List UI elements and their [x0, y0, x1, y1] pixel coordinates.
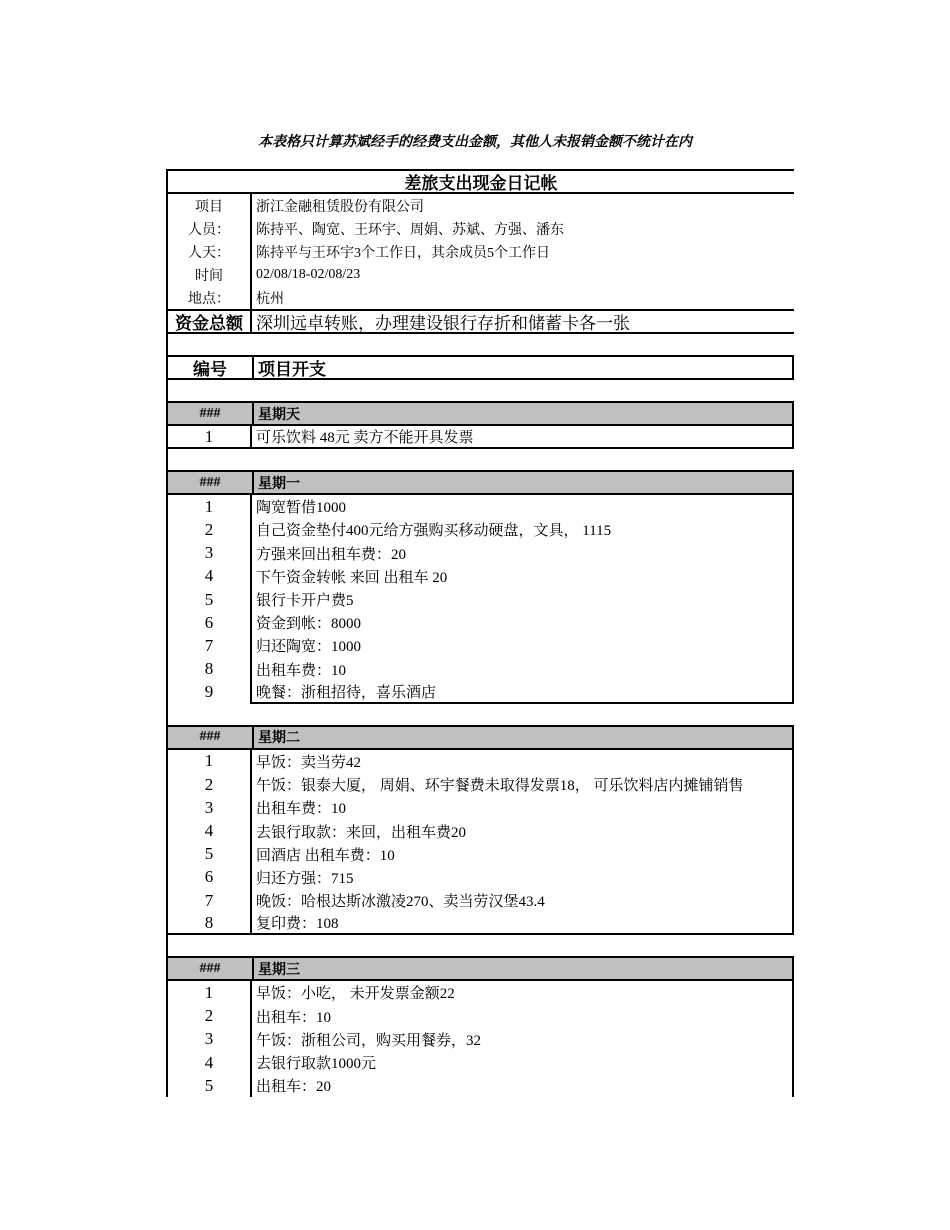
- list-item: [166, 843, 794, 866]
- day-number: ###: [199, 960, 221, 976]
- item-number: 7: [166, 889, 250, 912]
- day-header-wednesday: [166, 956, 794, 981]
- item-text: 早饭：小吃， 未开发票金额22: [250, 981, 794, 1004]
- list-item: [166, 611, 794, 634]
- list-item: [166, 796, 794, 819]
- list-item: [166, 1051, 794, 1074]
- list-item: [166, 1028, 794, 1051]
- item-text: 出租车费：10: [250, 796, 794, 819]
- item-number: 3: [166, 1028, 250, 1051]
- item-number: 8: [166, 912, 250, 933]
- item-text: 可乐饮料 48元 卖方不能开具发票: [250, 426, 794, 447]
- list-item: [166, 588, 794, 611]
- item-number: 6: [166, 611, 250, 634]
- item-text: 出租车：20: [250, 1074, 794, 1097]
- item-text: 午饭：浙租公司，购买用餐券，32: [250, 1028, 794, 1051]
- item-number: 4: [166, 819, 250, 842]
- list-item: [166, 1074, 794, 1097]
- info-value: 杭州: [250, 286, 794, 309]
- list-item: [166, 542, 794, 565]
- fund-row: [166, 309, 794, 334]
- info-label: 人员：: [166, 217, 250, 240]
- day-number: ###: [199, 405, 221, 421]
- list-item: [166, 912, 794, 935]
- list-item: [166, 565, 794, 588]
- list-item: [166, 866, 794, 889]
- info-label: 地点：: [166, 286, 250, 309]
- item-number: 6: [166, 866, 250, 889]
- item-number: 2: [166, 1005, 250, 1028]
- item-number: 5: [166, 588, 250, 611]
- day-header-sunday: [166, 401, 794, 426]
- header-expense: 项目开支: [252, 357, 792, 378]
- item-text: 下午资金转帐 来回 出租车 20: [250, 565, 794, 588]
- day-number: ###: [199, 729, 221, 745]
- info-row-place: [166, 286, 794, 309]
- item-text: 晚饭：哈根达斯冰激凌270、卖当劳汉堡43.4: [250, 889, 794, 912]
- item-text: 自己资金垫付400元给方强购买移动硬盘，文具， 1115: [250, 518, 794, 541]
- list-item: [166, 681, 794, 704]
- journal-title: 差旅支出现金日记帐: [166, 169, 794, 194]
- item-text: 陶宽暂借1000: [250, 495, 794, 518]
- item-number: 1: [166, 495, 250, 518]
- item-text: 方强来回出租车费：20: [250, 542, 794, 565]
- day-name: 星期二: [252, 727, 792, 748]
- day-name: 星期三: [252, 958, 792, 979]
- item-number: 2: [166, 518, 250, 541]
- info-value: 陈持平与王环宇3个工作日，其余成员5个工作日: [250, 240, 794, 263]
- item-number: 3: [166, 542, 250, 565]
- item-text: 回酒店 出租车费：10: [250, 843, 794, 866]
- item-number: 4: [166, 565, 250, 588]
- spacer-row: [166, 380, 794, 401]
- info-row-mandays: [166, 240, 794, 263]
- item-number: 4: [166, 1051, 250, 1074]
- spacer-row: [166, 935, 794, 956]
- list-item: [166, 981, 794, 1004]
- spacer-row: [166, 449, 794, 470]
- item-text: 晚餐：浙租招待，喜乐酒店: [250, 681, 794, 704]
- info-label: 人天：: [166, 240, 250, 263]
- table-note: 本表格只计算苏斌经手的经费支出金额，其他人未报销金额不统计在内: [258, 135, 692, 150]
- list-item: [166, 426, 794, 449]
- info-value: 浙江金融租赁股份有限公司: [250, 194, 794, 217]
- item-number: 3: [166, 796, 250, 819]
- list-item: [166, 750, 794, 773]
- item-text: 复印费：108: [250, 912, 794, 933]
- list-item: [166, 773, 794, 796]
- item-text: 归还陶宽：1000: [250, 634, 794, 657]
- item-text: 午饭：银泰大厦， 周娟、环宇餐费未取得发票18， 可乐饮料店内摊铺销售: [250, 773, 794, 796]
- item-text: 去银行取款1000元: [250, 1051, 794, 1074]
- info-row-project: [166, 194, 794, 217]
- fund-value: 深圳远卓转账，办理建设银行存折和储蓄卡各一张: [250, 311, 794, 332]
- item-text: 出租车费：10: [250, 658, 794, 681]
- item-text: 出租车：10: [250, 1005, 794, 1028]
- item-text: 归还方强：715: [250, 866, 794, 889]
- journal-sheet: [166, 169, 794, 1097]
- header-number: 编号: [193, 360, 227, 379]
- list-item: [166, 634, 794, 657]
- item-number: 8: [166, 658, 250, 681]
- item-number: 9: [166, 681, 250, 704]
- info-row-people: [166, 217, 794, 240]
- item-text: 去银行取款：来回，出租车费20: [250, 819, 794, 842]
- item-number: 2: [166, 773, 250, 796]
- info-label: 时间: [166, 263, 250, 286]
- item-number: 1: [166, 981, 250, 1004]
- item-number: 7: [166, 634, 250, 657]
- item-text: 早饭：卖当劳42: [250, 750, 794, 773]
- day-header-tuesday: [166, 725, 794, 750]
- list-item: [166, 1005, 794, 1028]
- info-value: 02/08/18-02/08/23: [250, 263, 794, 286]
- list-item: [166, 495, 794, 518]
- item-text: 银行卡开户费5: [250, 588, 794, 611]
- day-name: 星期天: [252, 403, 792, 424]
- item-number: 5: [166, 843, 250, 866]
- spacer-row: [166, 334, 794, 355]
- fund-label: 资金总额: [166, 311, 250, 332]
- list-item: [166, 658, 794, 681]
- day-header-monday: [166, 470, 794, 495]
- info-row-time: [166, 263, 794, 286]
- spacer-row: [166, 704, 794, 725]
- item-text: 资金到帐：8000: [250, 611, 794, 634]
- item-number: 5: [166, 1074, 250, 1097]
- item-number: 1: [166, 426, 250, 447]
- item-number: 1: [166, 750, 250, 773]
- info-value: 陈持平、陶宽、王环宇、周娟、苏斌、方强、潘东: [250, 217, 794, 240]
- column-header: [166, 355, 794, 380]
- day-number: ###: [199, 474, 221, 490]
- list-item: [166, 889, 794, 912]
- info-label: 项目: [166, 194, 250, 217]
- list-item: [166, 518, 794, 541]
- day-name: 星期一: [252, 472, 792, 493]
- list-item: [166, 819, 794, 842]
